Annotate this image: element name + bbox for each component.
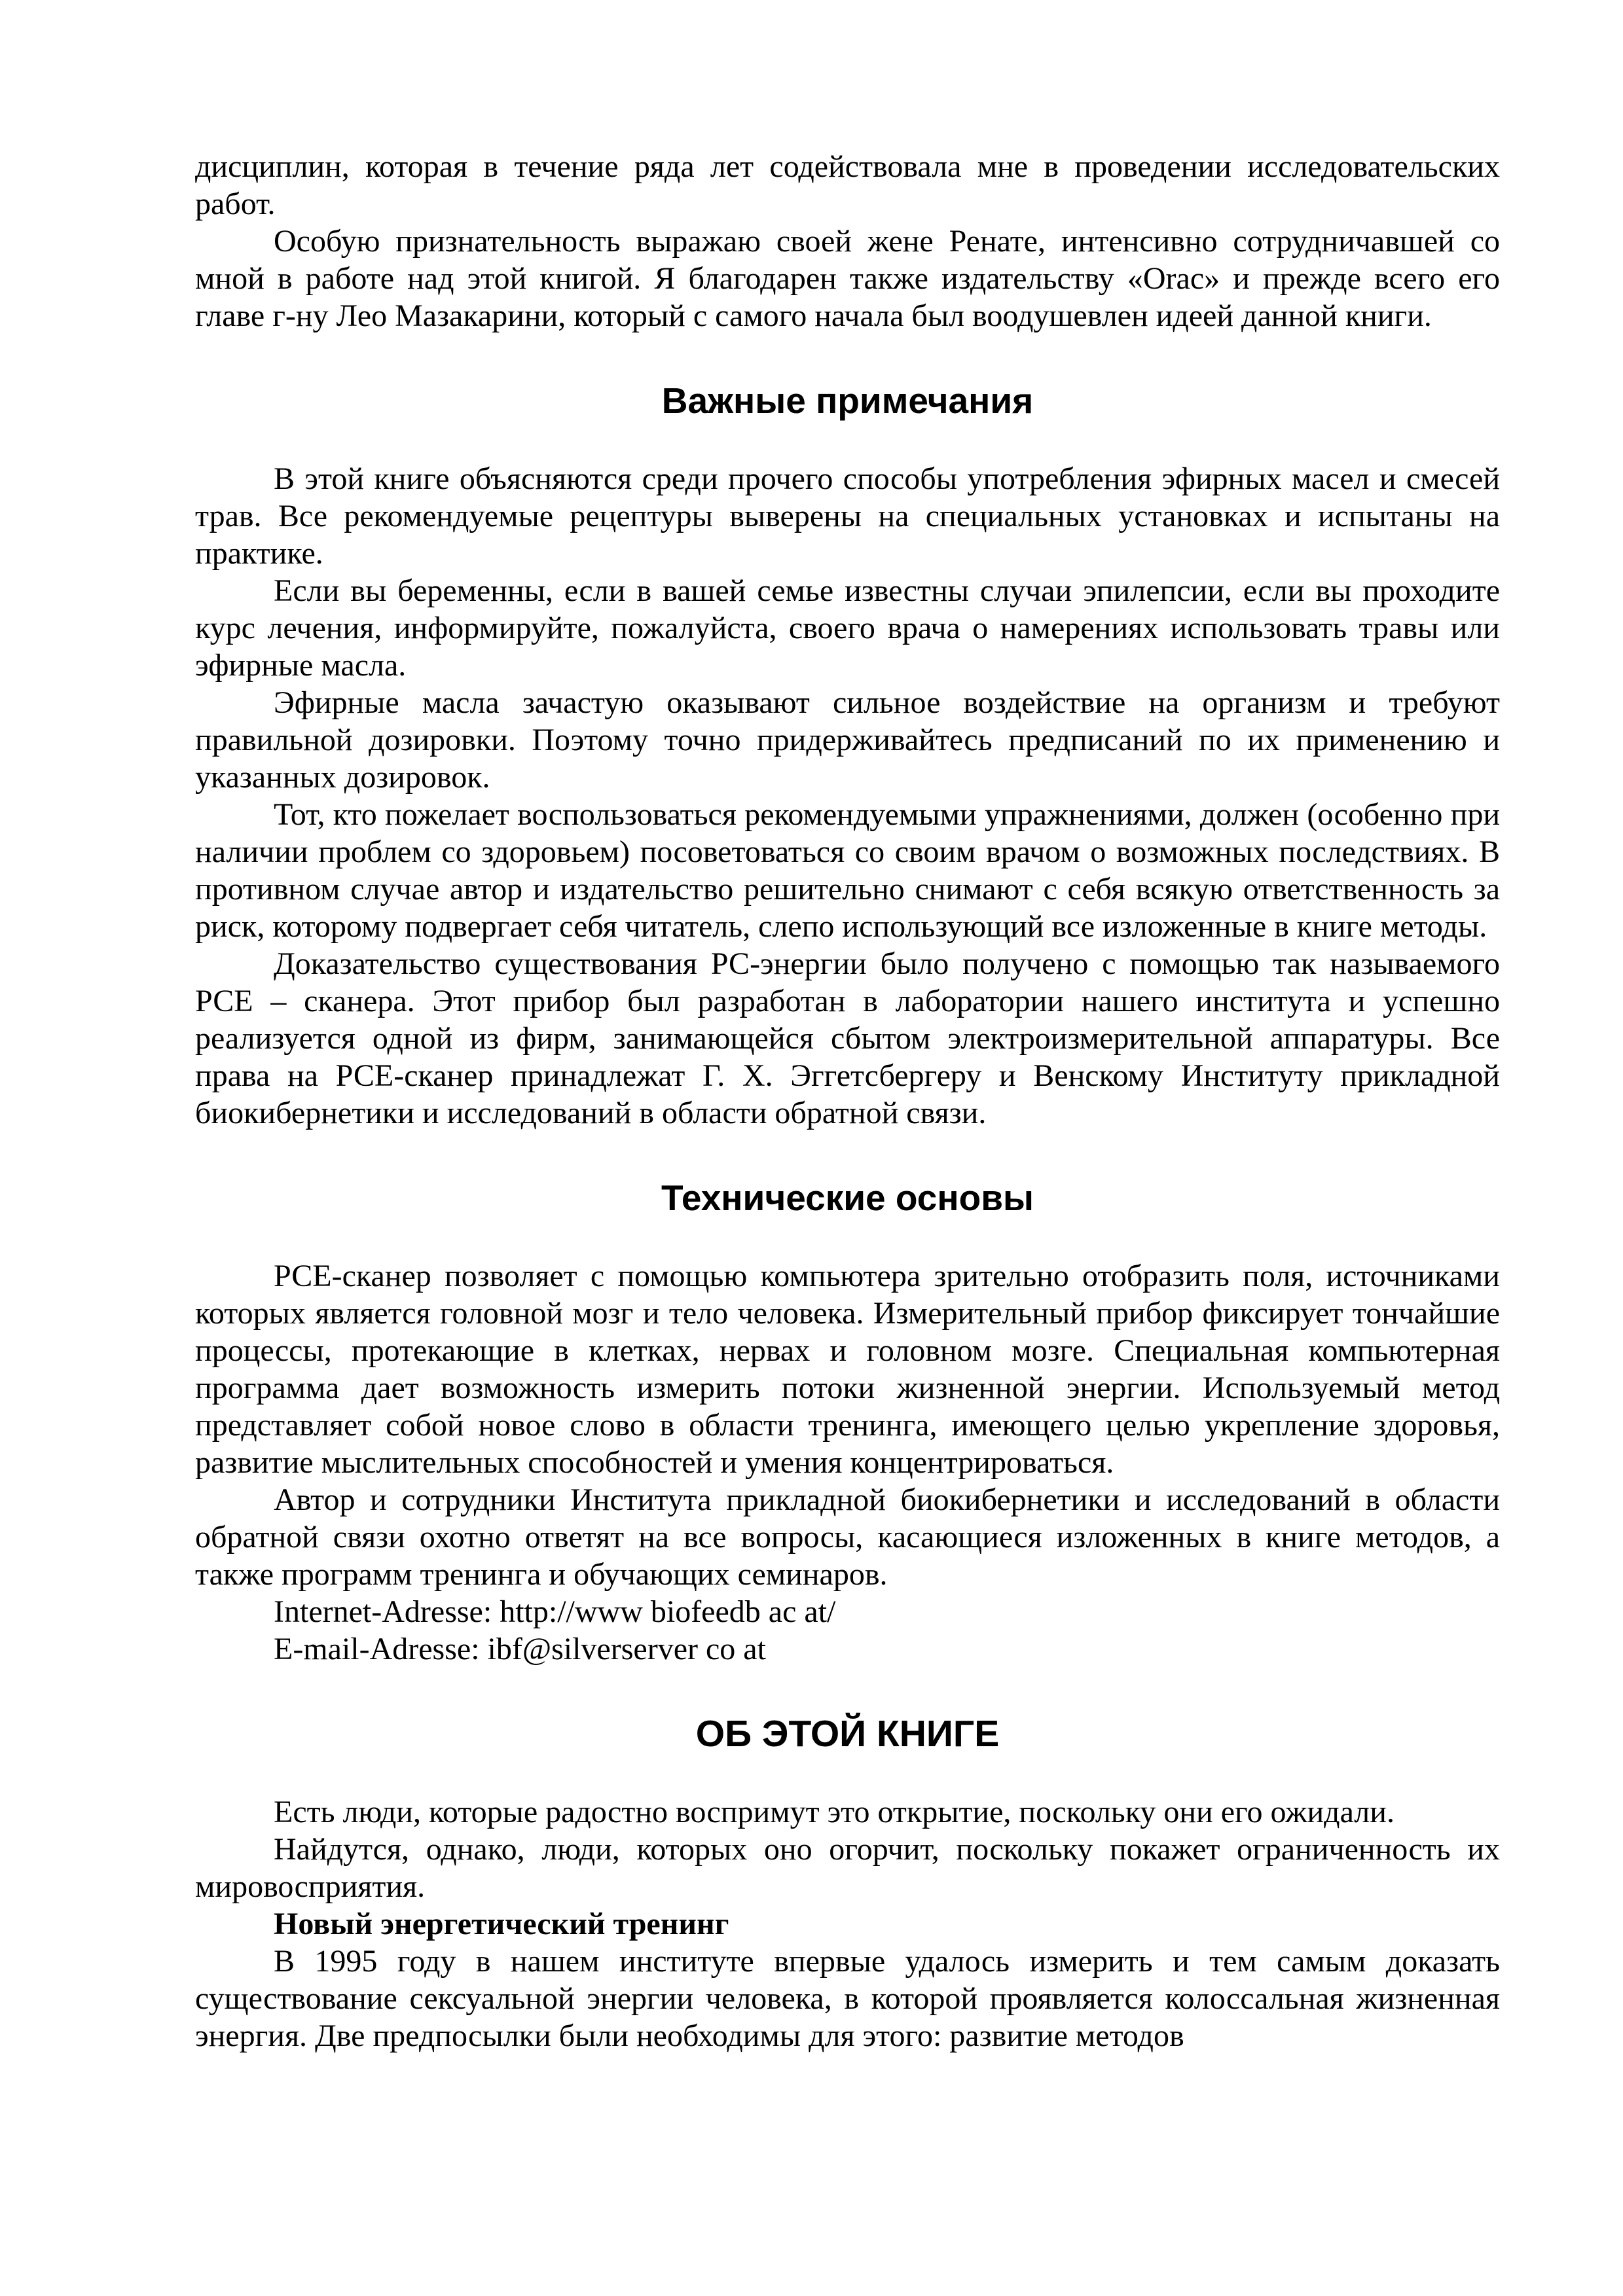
tech-paragraph-1: РСЕ-сканер позволяет с помощью компьютера зрительно отобразить поля, источниками которых является головной мозг и тело человека. Измерительный прибор фиксирует тончайшие процессы, протекающие в клетках, нервах и головном мозге. Специальная компьютерная программа дает возможность измерить потоки жизненной энергии. Используемый метод представляет собой новое слово в области тренинга, имеющего целью укрепление здоровья, развитие мыслительных способностей и умения концентрироваться. bbox=[195, 1259, 1500, 1480]
intro-paragraph-2: Особую признательность выражаю своей жене Ренате, интенсивно сотрудничавшей со мной в работе над этой книгой. Я благодарен также издательству «Orac» и прежде всего его главе г-ну Лео Мазакарини, который с самого начала был воодушевлен идеей данной книги. bbox=[195, 224, 1500, 333]
section-heading-about: ОБ ЭТОЙ КНИГЕ bbox=[695, 1713, 1000, 1755]
about-subheading: Новый энергетический тренинг bbox=[274, 1907, 729, 1941]
tech-paragraph-2: Автор и сотрудники Института прикладной биокибернетики и исследований в области обратной связи охотно ответят на все вопросы, касающиеся изложенных в книге методов, а также программ тренинга и обучающих семинаров. bbox=[195, 1482, 1500, 1592]
notes-paragraph-3: Эфирные масла зачастую оказывают сильное воздействие на организм и требуют правильной дозировки. Поэтому точно придерживайтесь предписаний по их применению и указанных дозировок. bbox=[195, 685, 1500, 795]
section-heading-tech: Технические основы bbox=[661, 1177, 1034, 1218]
notes-paragraph-2: Если вы беременны, если в вашей семье известны случаи эпилепсии, если вы проходите курс лечения, информируйте, пожалуйста, своего врача о намерениях использовать травы или эфирные масла. bbox=[195, 573, 1500, 683]
notes-paragraph-5: Доказательство существования РС-энергии было получено с помощью так называемого РСЕ – сканера. Этот прибор был разработан в лаборатории нашего института и успешно реализуется одной из фирм, занимающейся сбытом электроизмерительной аппаратуры. Все права на РСЕ-сканер принадлежат Г. Х. Эггетсбергеру и Венскому Институту прикладной биокибернетики и исследований в области обратной связи. bbox=[195, 946, 1500, 1130]
section-heading-notes: Важные примечания bbox=[661, 380, 1034, 421]
about-final-paragraph: В 1995 году в нашем институте впервые удалось измерить и тем самым доказать существование сексуальной энергии человека, в которой проявляется колоссальная жизненная энергия. Две предпосылки были необходимы для этого: развитие методов bbox=[195, 1944, 1500, 2053]
intro-paragraph-1: дисциплин, которая в течение ряда лет содействовала мне в проведении исследовательских работ. bbox=[195, 149, 1500, 221]
document-page bbox=[195, 148, 1500, 2054]
email-address: E-mail-Adresse: ibf@silverserver co at bbox=[274, 1632, 766, 1666]
internet-address: Internet-Adresse: http://www biofeedb ac at/ bbox=[274, 1594, 836, 1629]
notes-paragraph-1: В этой книге объясняются среди прочего способы употребления эфирных масел и смесей трав. Все рекомендуемые рецептуры выверены на специальных установках и испытаны на практике. bbox=[195, 461, 1500, 571]
about-paragraph-2: Найдутся, однако, люди, которых оно огорчит, поскольку покажет ограниченность их мировосприятия. bbox=[195, 1832, 1500, 1904]
notes-paragraph-4: Тот, кто пожелает воспользоваться рекомендуемыми упражнениями, должен (особенно при наличии проблем со здоровьем) посоветоваться со своим врачом о возможных последствиях. В противном случае автор и издательство решительно снимают с себя всякую ответственность за риск, которому подвергает себя читатель, слепо использующий все изложенные в книге методы. bbox=[195, 797, 1500, 944]
about-paragraph-1: Есть люди, которые радостно воспримут это открытие, поскольку они его ожидали. bbox=[274, 1795, 1395, 1829]
